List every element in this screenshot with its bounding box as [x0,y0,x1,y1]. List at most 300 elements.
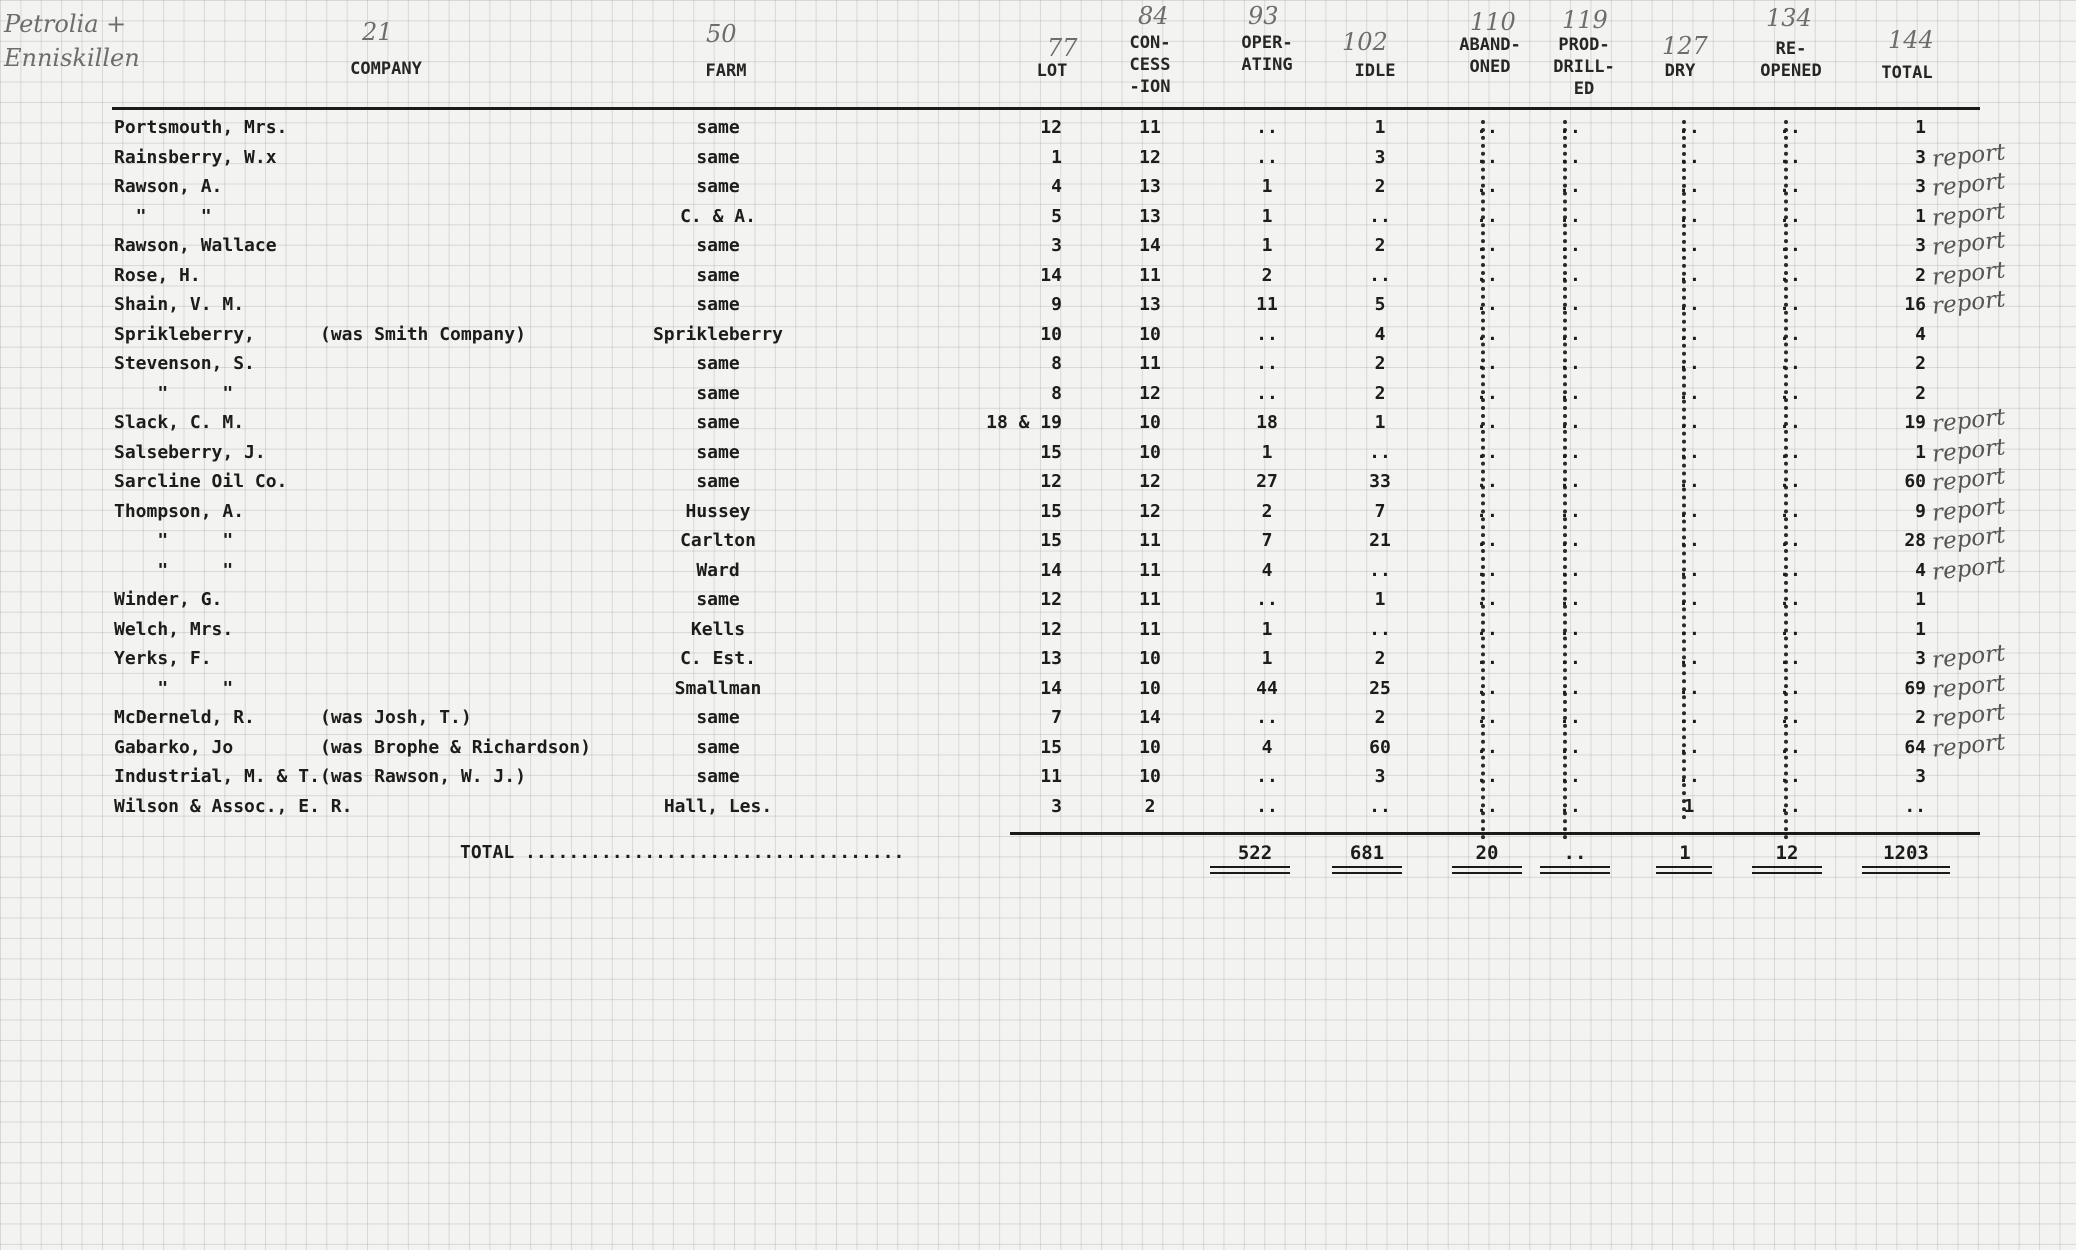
cell-total: 4 [1915,323,1926,345]
cell-idle: 2 [1374,707,1386,728]
cell-dry: .. [1678,176,1700,197]
cell-idle: 33 [1369,471,1391,492]
handwritten-report-note: report [1930,138,2007,173]
cell-concession: 11 [1139,618,1161,640]
column-number-lot: 77 [1047,34,1078,62]
cell-reopened: .. [1779,382,1801,404]
cell-idle: .. [1369,205,1391,227]
cell-lot: 4 [1051,176,1062,197]
cell-reopened: .. [1779,235,1801,256]
cell-prod-drilled: .. [1559,471,1581,492]
cell-operating: 4 [1261,736,1273,758]
cell-lot: 7 [1051,707,1062,728]
handwritten-report-note: report [1930,286,2007,320]
cell-farm: Hall, Les. [663,795,773,817]
cell-abandoned: .. [1476,353,1498,374]
header-farm: FARM [705,61,747,81]
cell-farm: same [696,117,740,138]
cell-prod-drilled: .. [1559,235,1581,256]
handwritten-report-note: report [1930,463,2007,497]
cell-idle: 21 [1369,530,1391,551]
cell-reopened: .. [1779,117,1801,138]
column-number-farm: 50 [706,20,737,48]
cell-total: 1 [1915,117,1926,138]
cell-total: 3 [1915,235,1926,256]
cell-idle: 2 [1374,648,1386,669]
handwritten-report-note: report [1930,492,2007,527]
cell-dry: .. [1678,117,1700,138]
header-abandoned: ABAND- ONED [1459,35,1521,77]
cell-dry: .. [1678,441,1700,463]
cell-abandoned: .. [1476,766,1498,787]
cell-operating: 2 [1261,264,1273,286]
cell-idle: 25 [1369,677,1391,699]
cell-reopened: .. [1779,677,1801,699]
cell-abandoned: .. [1476,589,1498,610]
cell-idle: 60 [1369,736,1391,758]
cell-total: 2 [1915,353,1926,374]
cell-concession: 10 [1139,323,1161,345]
cell-concession: 11 [1139,264,1161,286]
cell-abandoned: .. [1476,146,1498,168]
total-grand-underline [1862,866,1950,868]
cell-dry: .. [1678,382,1700,404]
cell-reopened: .. [1779,589,1801,610]
cell-total: 9 [1915,500,1926,522]
cell-abandoned: .. [1476,323,1498,345]
cell-abandoned: .. [1476,471,1498,492]
cell-concession: 12 [1139,382,1161,404]
handwritten-report-note: report [1930,404,2007,438]
cell-dry: .. [1678,648,1700,669]
cell-lot: 13 [1040,648,1062,669]
cell-operating: .. [1256,353,1278,374]
cell-prod-drilled: .. [1559,500,1581,522]
handwritten-title-line2: Enniskillen [4,44,140,72]
handwritten-report-note: report [1930,522,2007,556]
cell-company-note: (was Josh, T.) [320,707,472,728]
cell-prod-drilled: .. [1559,205,1581,227]
cell-operating: .. [1256,589,1278,610]
cell-company: Welch, Mrs. [114,618,234,640]
cell-lot: 5 [1051,205,1062,227]
handwritten-report-note: report [1930,168,2007,202]
cell-operating: 4 [1261,559,1273,581]
total-idle: 681 [1349,842,1385,864]
total-prod-drilled: .. [1563,842,1587,864]
cell-operating: .. [1256,323,1278,345]
cell-concession: 13 [1139,205,1161,227]
header-prod-drilled: PROD- DRILL- ED [1553,35,1615,99]
cell-farm: same [696,382,740,404]
cell-operating: .. [1256,382,1278,404]
cell-total: 3 [1915,146,1926,168]
cell-total: 1 [1915,441,1926,463]
cell-farm: same [696,589,740,610]
cell-idle: 2 [1374,353,1386,374]
cell-total: 1 [1915,205,1926,227]
cell-reopened: .. [1779,441,1801,463]
total-idle-underline [1332,866,1402,868]
totals-label: TOTAL ................................... [460,842,905,863]
cell-dry: .. [1678,294,1700,315]
cell-company: Rose, H. [114,264,201,286]
cell-company: " " [114,559,234,581]
cell-abandoned: .. [1476,618,1498,640]
cell-prod-drilled: .. [1559,294,1581,315]
cell-abandoned: .. [1476,205,1498,227]
cell-operating: 1 [1261,176,1273,197]
cell-farm: Ward [696,559,740,581]
cell-farm: same [696,736,740,758]
cell-concession: 13 [1139,176,1161,197]
cell-company: Yerks, F. [114,648,212,669]
cell-company: Sprikleberry, [114,323,255,345]
cell-prod-drilled: .. [1559,530,1581,551]
cell-dry: .. [1678,736,1700,758]
cell-concession: 14 [1139,235,1161,256]
header-reopened: RE- OPENED [1760,39,1822,81]
cell-idle: 1 [1374,117,1386,138]
cell-reopened: .. [1779,146,1801,168]
cell-lot: 15 [1040,530,1062,551]
total-reopened-underline [1752,866,1822,868]
handwritten-report-note: report [1930,669,2007,704]
cell-prod-drilled: .. [1559,766,1581,787]
cell-total: 3 [1915,176,1926,197]
cell-abandoned: .. [1476,707,1498,728]
cell-concession: 11 [1139,117,1161,138]
cell-reopened: .. [1779,618,1801,640]
cell-concession: 11 [1139,589,1161,610]
cell-dry: .. [1678,205,1700,227]
cell-operating: 7 [1261,530,1273,551]
total-abandoned-underline [1452,866,1522,868]
cell-idle: 7 [1374,500,1386,522]
cell-abandoned: .. [1476,264,1498,286]
cell-reopened: .. [1779,176,1801,197]
cell-abandoned: .. [1476,530,1498,551]
cell-idle: 3 [1374,766,1386,787]
cell-abandoned: .. [1476,176,1498,197]
column-number-dry: 127 [1662,32,1708,60]
cell-prod-drilled: .. [1559,412,1581,433]
cell-farm: same [696,707,740,728]
cell-idle: .. [1369,618,1391,640]
cell-operating: 27 [1256,471,1278,492]
cell-concession: 10 [1139,412,1161,433]
cell-dry: .. [1678,412,1700,433]
cell-reopened: .. [1779,353,1801,374]
cell-dry: .. [1678,766,1700,787]
cell-total: 3 [1915,648,1926,669]
cell-prod-drilled: .. [1559,589,1581,610]
handwritten-report-note: report [1930,551,2007,586]
total-dry-underline [1656,866,1712,868]
cell-dry: .. [1678,353,1700,374]
cell-company-note: (was Smith Company) [320,323,526,345]
cell-company-note: (was Rawson, W. J.) [320,766,526,787]
cell-farm: same [696,146,740,168]
total-idle-underline-2 [1332,872,1402,874]
cell-prod-drilled: .. [1559,382,1581,404]
cell-abandoned: .. [1476,500,1498,522]
cell-idle: 2 [1374,382,1386,404]
cell-total: 1 [1915,589,1926,610]
cell-farm: Hussey [685,500,751,522]
cell-dry: .. [1678,471,1700,492]
header-idle: IDLE [1354,61,1396,81]
cell-dry: .. [1678,707,1700,728]
column-number-prod-drilled: 119 [1562,6,1608,34]
cell-abandoned: .. [1476,235,1498,256]
cell-reopened: .. [1779,205,1801,227]
header-total: TOTAL [1881,63,1933,83]
cell-idle: .. [1369,441,1391,463]
cell-total: 28 [1904,530,1926,551]
handwritten-report-note: report [1930,227,2007,261]
cell-concession: 2 [1144,795,1156,817]
header-operating: OPER- ATING [1241,33,1293,75]
cell-lot: 11 [1040,766,1062,787]
cell-idle: 3 [1374,146,1386,168]
cell-concession: 10 [1139,441,1161,463]
cell-abandoned: .. [1476,382,1498,404]
cell-lot: 18 & 19 [986,412,1062,433]
cell-dry: .. [1678,589,1700,610]
cell-lot: 15 [1040,500,1062,522]
header-dry: DRY [1664,61,1696,81]
cell-reopened: .. [1779,795,1801,817]
total-dry: 1 [1679,842,1691,864]
cell-dry: .. [1678,146,1700,168]
cell-abandoned: .. [1476,736,1498,758]
cell-operating: 1 [1261,648,1273,669]
cell-farm: same [696,441,740,463]
cell-abandoned: .. [1476,648,1498,669]
cell-operating: 2 [1261,500,1273,522]
cell-abandoned: .. [1476,677,1498,699]
cell-concession: 10 [1139,766,1161,787]
cell-total: 2 [1915,707,1926,728]
cell-company: Rainsberry, W.x [114,146,277,168]
cell-operating: .. [1256,146,1278,168]
handwritten-title-line1: Petrolia + [4,10,127,38]
total-grand-underline-2 [1862,872,1950,874]
cell-operating: 18 [1256,412,1278,433]
cell-concession: 10 [1139,736,1161,758]
cell-company: " " [114,530,234,551]
total-reopened: 12 [1775,842,1799,864]
cell-dry: .. [1678,618,1700,640]
cell-dry: .. [1678,264,1700,286]
cell-total: 2 [1915,264,1926,286]
cell-lot: 3 [1051,235,1062,256]
cell-company: " " [114,205,212,227]
cell-company: Gabarko, Jo [114,736,234,758]
cell-operating: .. [1256,795,1278,817]
total-operating: 522 [1237,842,1273,864]
cell-lot: 14 [1040,677,1062,699]
cell-dry: .. [1678,323,1700,345]
cell-reopened: .. [1779,707,1801,728]
cell-total: 19 [1904,412,1926,433]
cell-dry: .. [1678,500,1700,522]
cell-abandoned: .. [1476,441,1498,463]
cell-company: Slack, C. M. [114,412,245,433]
cell-prod-drilled: .. [1559,264,1581,286]
cell-prod-drilled: .. [1559,441,1581,463]
handwritten-report-note: report [1930,640,2007,674]
cell-prod-drilled: .. [1559,707,1581,728]
cell-idle: 4 [1374,323,1386,345]
total-prod-underline [1540,866,1610,868]
total-grand: 1203 [1883,842,1929,864]
cell-lot: 1 [1051,146,1062,168]
cell-lot: 15 [1040,736,1062,758]
cell-reopened: .. [1779,530,1801,551]
cell-concession: 11 [1139,530,1161,551]
cell-farm: same [696,766,740,787]
cell-farm: C. Est. [680,648,756,669]
cell-prod-drilled: .. [1559,618,1581,640]
column-number-concession: 84 [1138,2,1169,30]
cell-reopened: .. [1779,471,1801,492]
header-rule [112,107,1980,110]
cell-dry: .. [1678,530,1700,551]
cell-idle: 1 [1374,589,1386,610]
cell-concession: 10 [1139,677,1161,699]
cell-lot: 12 [1040,117,1062,138]
cell-company: Industrial, M. & T. [114,766,320,787]
cell-dry: .. [1678,235,1700,256]
cell-prod-drilled: .. [1559,323,1581,345]
cell-farm: same [696,353,740,374]
cell-concession: 14 [1139,707,1161,728]
total-operating-underline [1210,866,1290,868]
cell-company: Wilson & Assoc., E. R. [114,795,353,817]
cell-dry: 1 [1683,795,1695,817]
cell-total: 16 [1904,294,1926,315]
cell-farm: Kells [690,618,746,640]
cell-total: 64 [1904,736,1926,758]
cell-company: McDerneld, R. [114,707,255,728]
cell-abandoned: .. [1476,559,1498,581]
cell-concession: 13 [1139,294,1161,315]
cell-company: Portsmouth, Mrs. [114,117,288,138]
cell-prod-drilled: .. [1559,736,1581,758]
total-abandoned-underline-2 [1452,872,1522,874]
cell-total: 69 [1904,677,1926,699]
column-number-total: 144 [1888,26,1934,54]
cell-lot: 12 [1040,471,1062,492]
cell-company-note: (was Brophe & Richardson) [320,736,591,758]
cell-company: Shain, V. M. [114,294,245,315]
cell-farm: same [696,471,740,492]
cell-company: Stevenson, S. [114,353,255,374]
column-number-abandoned: 110 [1470,8,1516,36]
cell-lot: 14 [1040,559,1062,581]
cell-lot: 15 [1040,441,1062,463]
cell-idle: 5 [1374,294,1386,315]
cell-reopened: .. [1779,294,1801,315]
cell-company: Sarcline Oil Co. [114,471,288,492]
cell-operating: 11 [1256,294,1278,315]
cell-lot: 3 [1051,795,1062,817]
cell-lot: 8 [1051,382,1062,404]
cell-farm: C. & A. [680,205,756,227]
cell-prod-drilled: .. [1559,117,1581,138]
cell-reopened: .. [1779,500,1801,522]
cell-concession: 12 [1139,471,1161,492]
cell-farm: same [696,264,740,286]
total-operating-underline-2 [1210,872,1290,874]
cell-reopened: .. [1779,264,1801,286]
cell-company: Salseberry, J. [114,441,266,463]
cell-prod-drilled: .. [1559,146,1581,168]
cell-reopened: .. [1779,559,1801,581]
cell-total: 60 [1904,471,1926,492]
handwritten-report-note: report [1930,197,2007,232]
cell-reopened: .. [1779,412,1801,433]
handwritten-report-note: report [1930,699,2007,733]
cell-prod-drilled: .. [1559,795,1581,817]
cell-farm: same [696,412,740,433]
cell-operating: .. [1256,766,1278,787]
cell-farm: same [696,176,740,197]
cell-concession: 11 [1139,353,1161,374]
column-number-operating: 93 [1248,2,1279,30]
cell-abandoned: .. [1476,412,1498,433]
cell-farm: same [696,235,740,256]
header-concession: CON- CESS -ION [1129,33,1171,97]
cell-total: 1 [1915,618,1926,640]
cell-concession: 10 [1139,648,1161,669]
cell-abandoned: .. [1476,795,1498,817]
cell-company: Thompson, A. [114,500,245,522]
cell-company: Rawson, A. [114,176,223,197]
cell-reopened: .. [1779,766,1801,787]
cell-farm: Smallman [674,677,762,699]
cell-idle: .. [1369,264,1391,286]
cell-operating: 1 [1261,618,1273,640]
total-prod-underline-2 [1540,872,1610,874]
cell-operating: 1 [1261,235,1273,256]
cell-total: 2 [1915,382,1926,404]
totals-rule [1010,832,1980,835]
column-number-reopened: 134 [1766,4,1812,32]
cell-dry: .. [1678,677,1700,699]
cell-reopened: .. [1779,648,1801,669]
cell-farm: same [696,294,740,315]
header-company: COMPANY [350,59,422,79]
total-reopened-underline-2 [1752,872,1822,874]
cell-reopened: .. [1779,736,1801,758]
cell-operating: .. [1256,707,1278,728]
header-lot: LOT [1036,61,1068,81]
handwritten-report-note: report [1930,728,2007,763]
cell-operating: .. [1256,117,1278,138]
cell-prod-drilled: .. [1559,648,1581,669]
cell-farm: Sprikleberry [652,323,784,345]
cell-dry: .. [1678,559,1700,581]
cell-prod-drilled: .. [1559,176,1581,197]
cell-company: Rawson, Wallace [114,235,277,256]
cell-lot: 8 [1051,353,1062,374]
cell-idle: 2 [1374,235,1386,256]
handwritten-report-note: report [1930,256,2007,291]
handwritten-report-note: report [1930,433,2007,468]
